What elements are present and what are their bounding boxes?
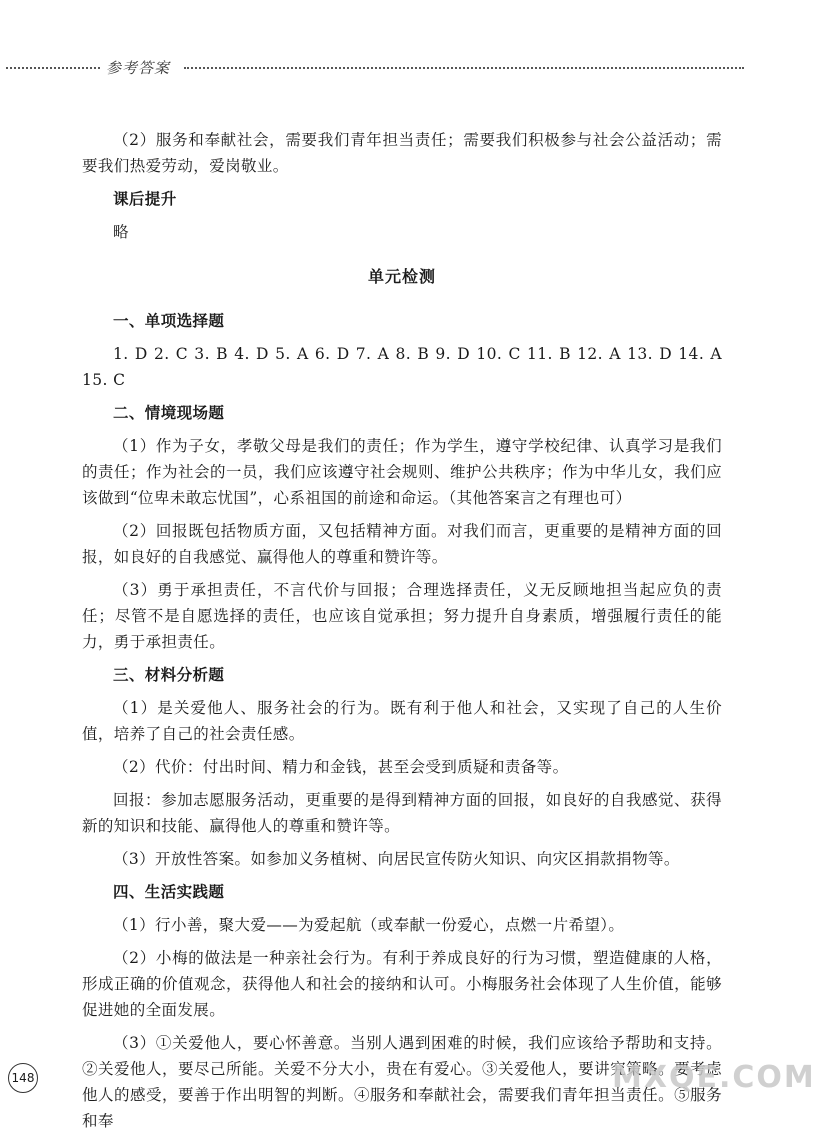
section-heading: 课后提升 [113,190,177,208]
paragraph: （1）作为子女，孝敬父母是我们的责任；作为学生，遵守学校纪律、认真学习是我们的责任；作为社会的一员，我们应该遵守社会规则、维护公共秩序；作为中华儿女，我们应该做到“位卑未敢忘忧国”，心系祖国的前途和命运。（其他答案言之有理也可） [82,437,722,507]
paragraph: （1）行小善，聚大爱——为爱起航（或奉献一份爱心，点燃一片希望）。 [113,916,625,934]
header-rule-right [184,67,744,69]
unit-title: 单元检测 [367,267,436,286]
paragraph: （2）回报既包括物质方面，又包括精神方面。对我们而言，更重要的是精神方面的回报，如良好的自我感觉、赢得他人的尊重和赞许等。 [82,522,722,566]
running-header: 参考答案 [106,59,171,77]
watermark-logo: MXQE.COM [612,1060,816,1095]
section-heading: 二、情境现场题 [113,404,225,422]
paragraph: （1）是关爱他人、服务社会的行为。既有利于他人和社会，又实现了自己的人生价值，培养了自己的社会责任感。 [82,699,722,743]
page-number: 148 [8,1063,38,1093]
paragraph: （3）开放性答案。如参加义务植树、向居民宣传防火知识、向灾区捐款捐物等。 [113,850,680,868]
paragraph: 略 [113,223,129,241]
header-rule-left [6,67,100,69]
paragraph: （2）服务和奉献社会，需要我们青年担当责任；需要我们积极参与社会公益活动；需要我们热爱劳动，爱岗敬业。 [82,131,722,175]
paragraph: （2）代价：付出时间、精力和金钱，甚至会受到质疑和责备等。 [113,758,569,776]
section-heading: 四、生活实践题 [113,883,225,901]
section-heading: 一、单项选择题 [113,312,225,330]
paragraph: （3）①关爱他人，要心怀善意。当别人遇到困难的时候，我们应该给予帮助和支持。②关爱他人，要尽己所能。关爱不分大小，贵在有爱心。③关爱他人，要讲究策略。要考虑他人的感受，要善于作出明智的判断。④服务和奉献社会，需要我们青年担当责任。⑤服务和奉 [82,1034,722,1130]
page-content [82,127,722,1141]
paragraph: 回报：参加志愿服务活动，更重要的是得到精神方面的回报，如良好的自我感觉、获得新的知识和技能、赢得他人的尊重和赞许等。 [82,791,722,835]
paragraph: （3）勇于承担责任，不言代价与回报；合理选择责任，义无反顾地担当起应负的责任；尽管不是自愿选择的责任，也应该自觉承担；努力提升自身素质，增强履行责任的能力，勇于承担责任。 [82,581,722,651]
section-heading: 三、材料分析题 [113,666,225,684]
answer-key: 1. D 2. C 3. B 4. D 5. A 6. D 7. A 8. B 9. D 10. C 11. B 12. A 13. D 14. A 15. C [82,345,722,389]
paragraph: （2）小梅的做法是一种亲社会行为。有利于养成良好的行为习惯，塑造健康的人格，形成正确的价值观念，获得他人和社会的接纳和认可。小梅服务社会体现了人生价值，能够促进她的全面发展。 [82,949,722,1019]
